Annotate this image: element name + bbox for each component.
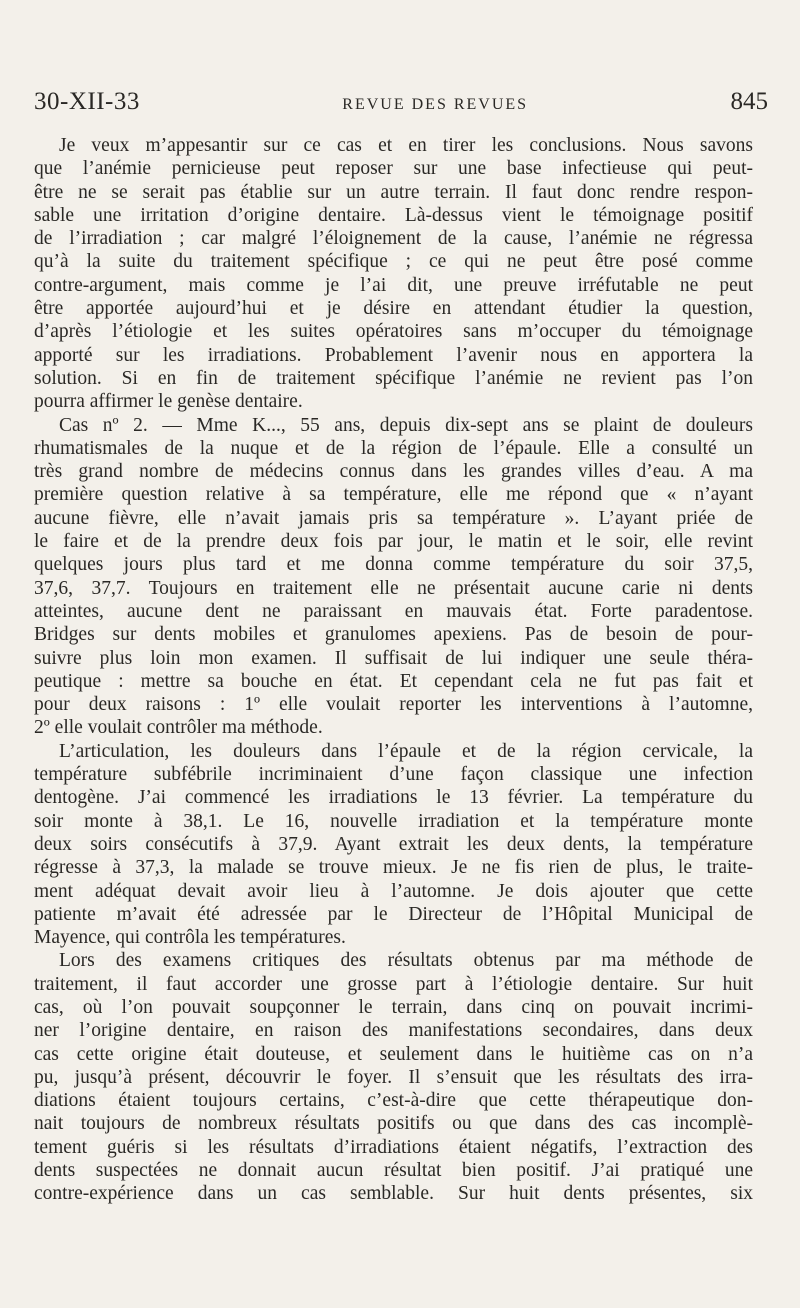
text-line: ner l’origine dentaire, en raison des manifestations secondaires, dans deux xyxy=(34,1020,753,1042)
text-line: cas, où l’on pouvait soupçonner le terrain, dans cinq on pouvait incrimi- xyxy=(34,996,753,1018)
text-line: le faire et de la prendre deux fois par jour, le matin et le soir, elle revint xyxy=(34,531,753,553)
paragraph xyxy=(34,949,753,1205)
text-line: pu, jusqu’à présent, découvrir le foyer. Il s’ensuit que les résultats des irra- xyxy=(34,1066,753,1088)
text-line: 37,6, 37,7. Toujours en traitement elle ne présentait aucune carie ni dents xyxy=(34,577,753,599)
text-line: Je veux m’appesantir sur ce cas et en tirer les conclusions. Nous savons xyxy=(59,135,753,156)
journal-section-title: REVUE DES REVUES xyxy=(342,96,529,113)
text-line: contre-argument, mais comme je l’ai dit, une preuve irréfutable ne peut xyxy=(34,274,753,296)
page-number: 845 xyxy=(730,88,768,115)
text-line: deux soirs consécutifs à 37,9. Ayant extrait les deux dents, la température xyxy=(34,833,753,855)
text-line: soir monte à 38,1. Le 16, nouvelle irradiation et la température monte xyxy=(34,810,753,832)
text-line: très grand nombre de médecins connus dans les grandes villes d’eau. A ma xyxy=(34,461,753,483)
text-line: patiente m’avait été adressée par le Directeur de l’Hôpital Municipal de xyxy=(34,903,753,925)
text-line: être ne se serait pas établie sur un autre terrain. Il faut donc rendre respon- xyxy=(34,181,753,203)
text-line: première question relative à sa température, elle me répond que « n’ayant xyxy=(34,484,753,506)
text-line: Bridges sur dents mobiles et granulomes apexiens. Pas de besoin de pour- xyxy=(34,624,753,646)
paragraph xyxy=(34,134,753,414)
text-line: cas cette origine était douteuse, et seulement dans le huitième cas on n’a xyxy=(34,1043,753,1065)
body-text xyxy=(34,134,753,1206)
text-line: sable une irritation d’origine dentaire. Là-dessus vient le témoignage positif xyxy=(34,204,753,226)
text-line: d’après l’étiologie et les suites opératoires sans m’occuper du témoignage xyxy=(34,321,753,343)
issue-date: 30-XII-33 xyxy=(34,88,140,115)
text-line: aucune fièvre, elle n’avait jamais pris sa température ». L’ayant priée de xyxy=(34,507,753,529)
text-line: Cas nº 2. — Mme K..., 55 ans, depuis dix-sept ans se plaint de douleurs xyxy=(59,414,753,436)
text-line: Mayence, qui contrôla les températures. xyxy=(34,927,346,949)
text-line: température subfébrile incriminaient d’une façon classique une infection xyxy=(34,764,753,786)
paragraph xyxy=(34,414,753,740)
text-line: contre-expérience dans un cas semblable. Sur huit dents présentes, six xyxy=(34,1183,753,1205)
text-line: rhumatismales de la nuque et de la région de l’épaule. Elle a consulté un xyxy=(34,437,753,459)
text-line: régresse à 37,3, la malade se trouve mieux. Je ne fis rien de plus, le traite- xyxy=(34,857,753,879)
text-line: nait toujours de nombreux résultats positifs ou que dans des cas incomplè- xyxy=(34,1113,753,1135)
text-line: L’articulation, les douleurs dans l’épaule et de la région cervicale, la xyxy=(59,740,753,762)
text-line: diations étaient toujours certains, c’est-à-dire que cette thérapeutique don- xyxy=(34,1090,753,1112)
text-line: de l’irradiation ; car malgré l’éloignement de la cause, l’anémie ne régressa xyxy=(34,228,753,250)
text-line: ment adéquat devait avoir lieu à l’automne. Je dois ajouter que cette xyxy=(34,880,753,902)
text-line: que l’anémie pernicieuse peut reposer sur une base infectieuse qui peut- xyxy=(34,158,753,180)
text-line: solution. Si en fin de traitement spécifique l’anémie ne revient pas l’on xyxy=(34,367,753,389)
text-line: être apportée aujourd’hui et je désire en attendant étudier la question, xyxy=(34,298,753,320)
text-line: atteintes, aucune dent ne paraissant en mauvais état. Forte paradentose. xyxy=(34,600,753,622)
text-line: qu’à la suite du traitement spécifique ; ce qui ne peut être posé comme xyxy=(34,251,753,273)
text-line: traitement, il faut accorder une grosse part à l’étiologie dentaire. Sur huit xyxy=(34,973,753,995)
text-line: dentogène. J’ai commencé les irradiations le 13 février. La température du xyxy=(34,787,753,809)
running-header xyxy=(34,88,768,120)
text-line: suivre plus loin mon examen. Il suffisait de lui indiquer une seule théra- xyxy=(34,647,753,669)
text-line: quelques jours plus tard et me donna comme température du soir 37,5, xyxy=(34,554,753,576)
text-line: pour deux raisons : 1º elle voulait reporter les interventions à l’automne, xyxy=(34,694,753,716)
text-line: 2º elle voulait contrôler ma méthode. xyxy=(34,717,323,739)
text-line: peutique : mettre sa bouche en état. Et cependant cela ne fut pas fait et xyxy=(34,670,753,692)
text-line: Lors des examens critiques des résultats obtenus par ma méthode de xyxy=(59,950,753,972)
paragraph xyxy=(34,740,753,950)
text-line: pourra affirmer le genèse dentaire. xyxy=(34,391,303,413)
text-line: apporté sur les irradiations. Probablement l’avenir nous en apportera la xyxy=(34,344,753,366)
text-line: dents suspectées ne donnait aucun résultat bien positif. J’ai pratiqué une xyxy=(34,1160,753,1182)
text-line: tement guéris si les résultats d’irradiations étaient négatifs, l’extraction des xyxy=(34,1136,753,1158)
